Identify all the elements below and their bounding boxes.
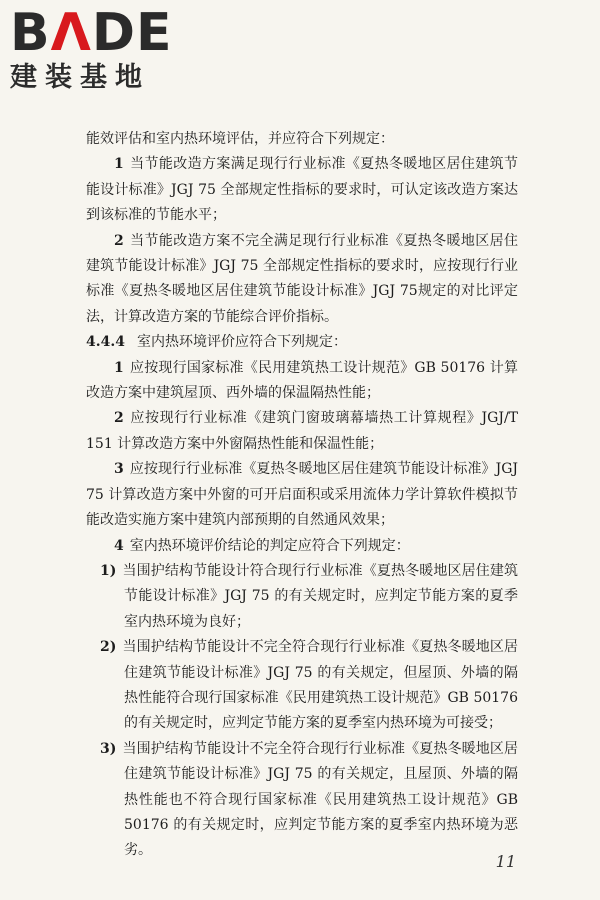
logo-subtitle: 建装基地 xyxy=(10,62,150,93)
item-number: 2 xyxy=(114,410,124,427)
item-number: 2 xyxy=(114,232,124,249)
item-number: 1) xyxy=(100,562,117,579)
item-number: 1 xyxy=(114,156,124,173)
paragraph xyxy=(86,737,518,864)
paragraph-text: 应按现行国家标准《民用建筑热工设计规范》GB 50176 计算改造方案中建筑屋顶、西外墙的保温隔热性能； xyxy=(86,359,518,402)
paragraph-text: 当围护结构节能设计不完全符合现行行业标准《夏热冬暖地区居住建筑节能设计标准》JGJ 75 的有关规定，且屋顶、外墙的隔热性能也不符合现行国家标准《民用建筑热工设计规范》GB 50176 的有关规定时，应判定节能方案的夏季室内热环境为恶劣。 xyxy=(122,740,518,859)
paragraph xyxy=(86,127,518,152)
paragraph-text: 当节能改造方案满足现行行业标准《夏热冬暖地区居住建筑节能设计标准》JGJ 75 全部规定性指标的要求时，可认定该改造方案达到该标准的节能水平； xyxy=(86,156,518,224)
paragraph xyxy=(86,356,518,407)
item-number: 2) xyxy=(100,639,117,656)
paragraph xyxy=(86,330,518,355)
paragraph xyxy=(86,229,518,331)
paragraph xyxy=(86,152,518,228)
document-body xyxy=(86,127,518,864)
item-number: 1 xyxy=(114,359,124,376)
paragraph xyxy=(86,559,518,635)
logo-wordmark: BΛDE xyxy=(10,3,173,63)
paragraph-text: 室内热环境评价应符合下列规定： xyxy=(136,334,347,351)
item-number: 3) xyxy=(100,740,117,757)
page-number: 11 xyxy=(495,852,516,871)
paragraph xyxy=(86,457,518,533)
item-number: 3 xyxy=(114,461,124,478)
paragraph-text: 室内热环境评价结论的判定应符合下列规定： xyxy=(129,537,410,554)
item-number: 4 xyxy=(114,537,124,554)
paragraph-text: 能效评估和室内热环境评估，并应符合下列规定： xyxy=(86,131,394,147)
paragraph xyxy=(86,534,518,559)
paragraph xyxy=(86,635,518,737)
paragraph-text: 应按现行行业标准《建筑门窗玻璃幕墙热工计算规程》JGJ/T 151 计算改造方案中外窗隔热性能和保温性能； xyxy=(86,410,518,452)
clause-number: 4.4.4 xyxy=(86,334,125,351)
paragraph-text: 当围护结构节能设计符合现行行业标准《夏热冬暖地区居住建筑节能设计标准》JGJ 75 的有关规定时，应判定节能方案的夏季室内热环境为良好； xyxy=(122,562,518,630)
paragraph-text: 当围护结构节能设计不完全符合现行行业标准《夏热冬暖地区居住建筑节能设计标准》JGJ 75 的有关规定，但屋顶、外墙的隔热性能符合现行国家标准《民用建筑热工设计规范》GB 50176 的有关规定时，应判定节能方案的夏季室内热环境为可接受； xyxy=(122,639,518,732)
paragraph-text: 当节能改造方案不完全满足现行行业标准《夏热冬暖地区居住建筑节能设计标准》JGJ 75 全部规定性指标的要求时，应按现行行业标准《夏热冬暖地区居住建筑节能设计标准》JGJ 75规定的对比评定法，计算改造方案的节能综合评价指标。 xyxy=(86,232,518,325)
paragraph xyxy=(86,406,518,457)
brand-logo xyxy=(10,3,180,94)
paragraph-text: 应按现行行业标准《夏热冬暖地区居住建筑节能设计标准》JGJ 75 计算改造方案中外窗的可开启面积或采用流体力学计算软件模拟节能改造实施方案中建筑内部预期的自然通风效果； xyxy=(86,461,518,529)
